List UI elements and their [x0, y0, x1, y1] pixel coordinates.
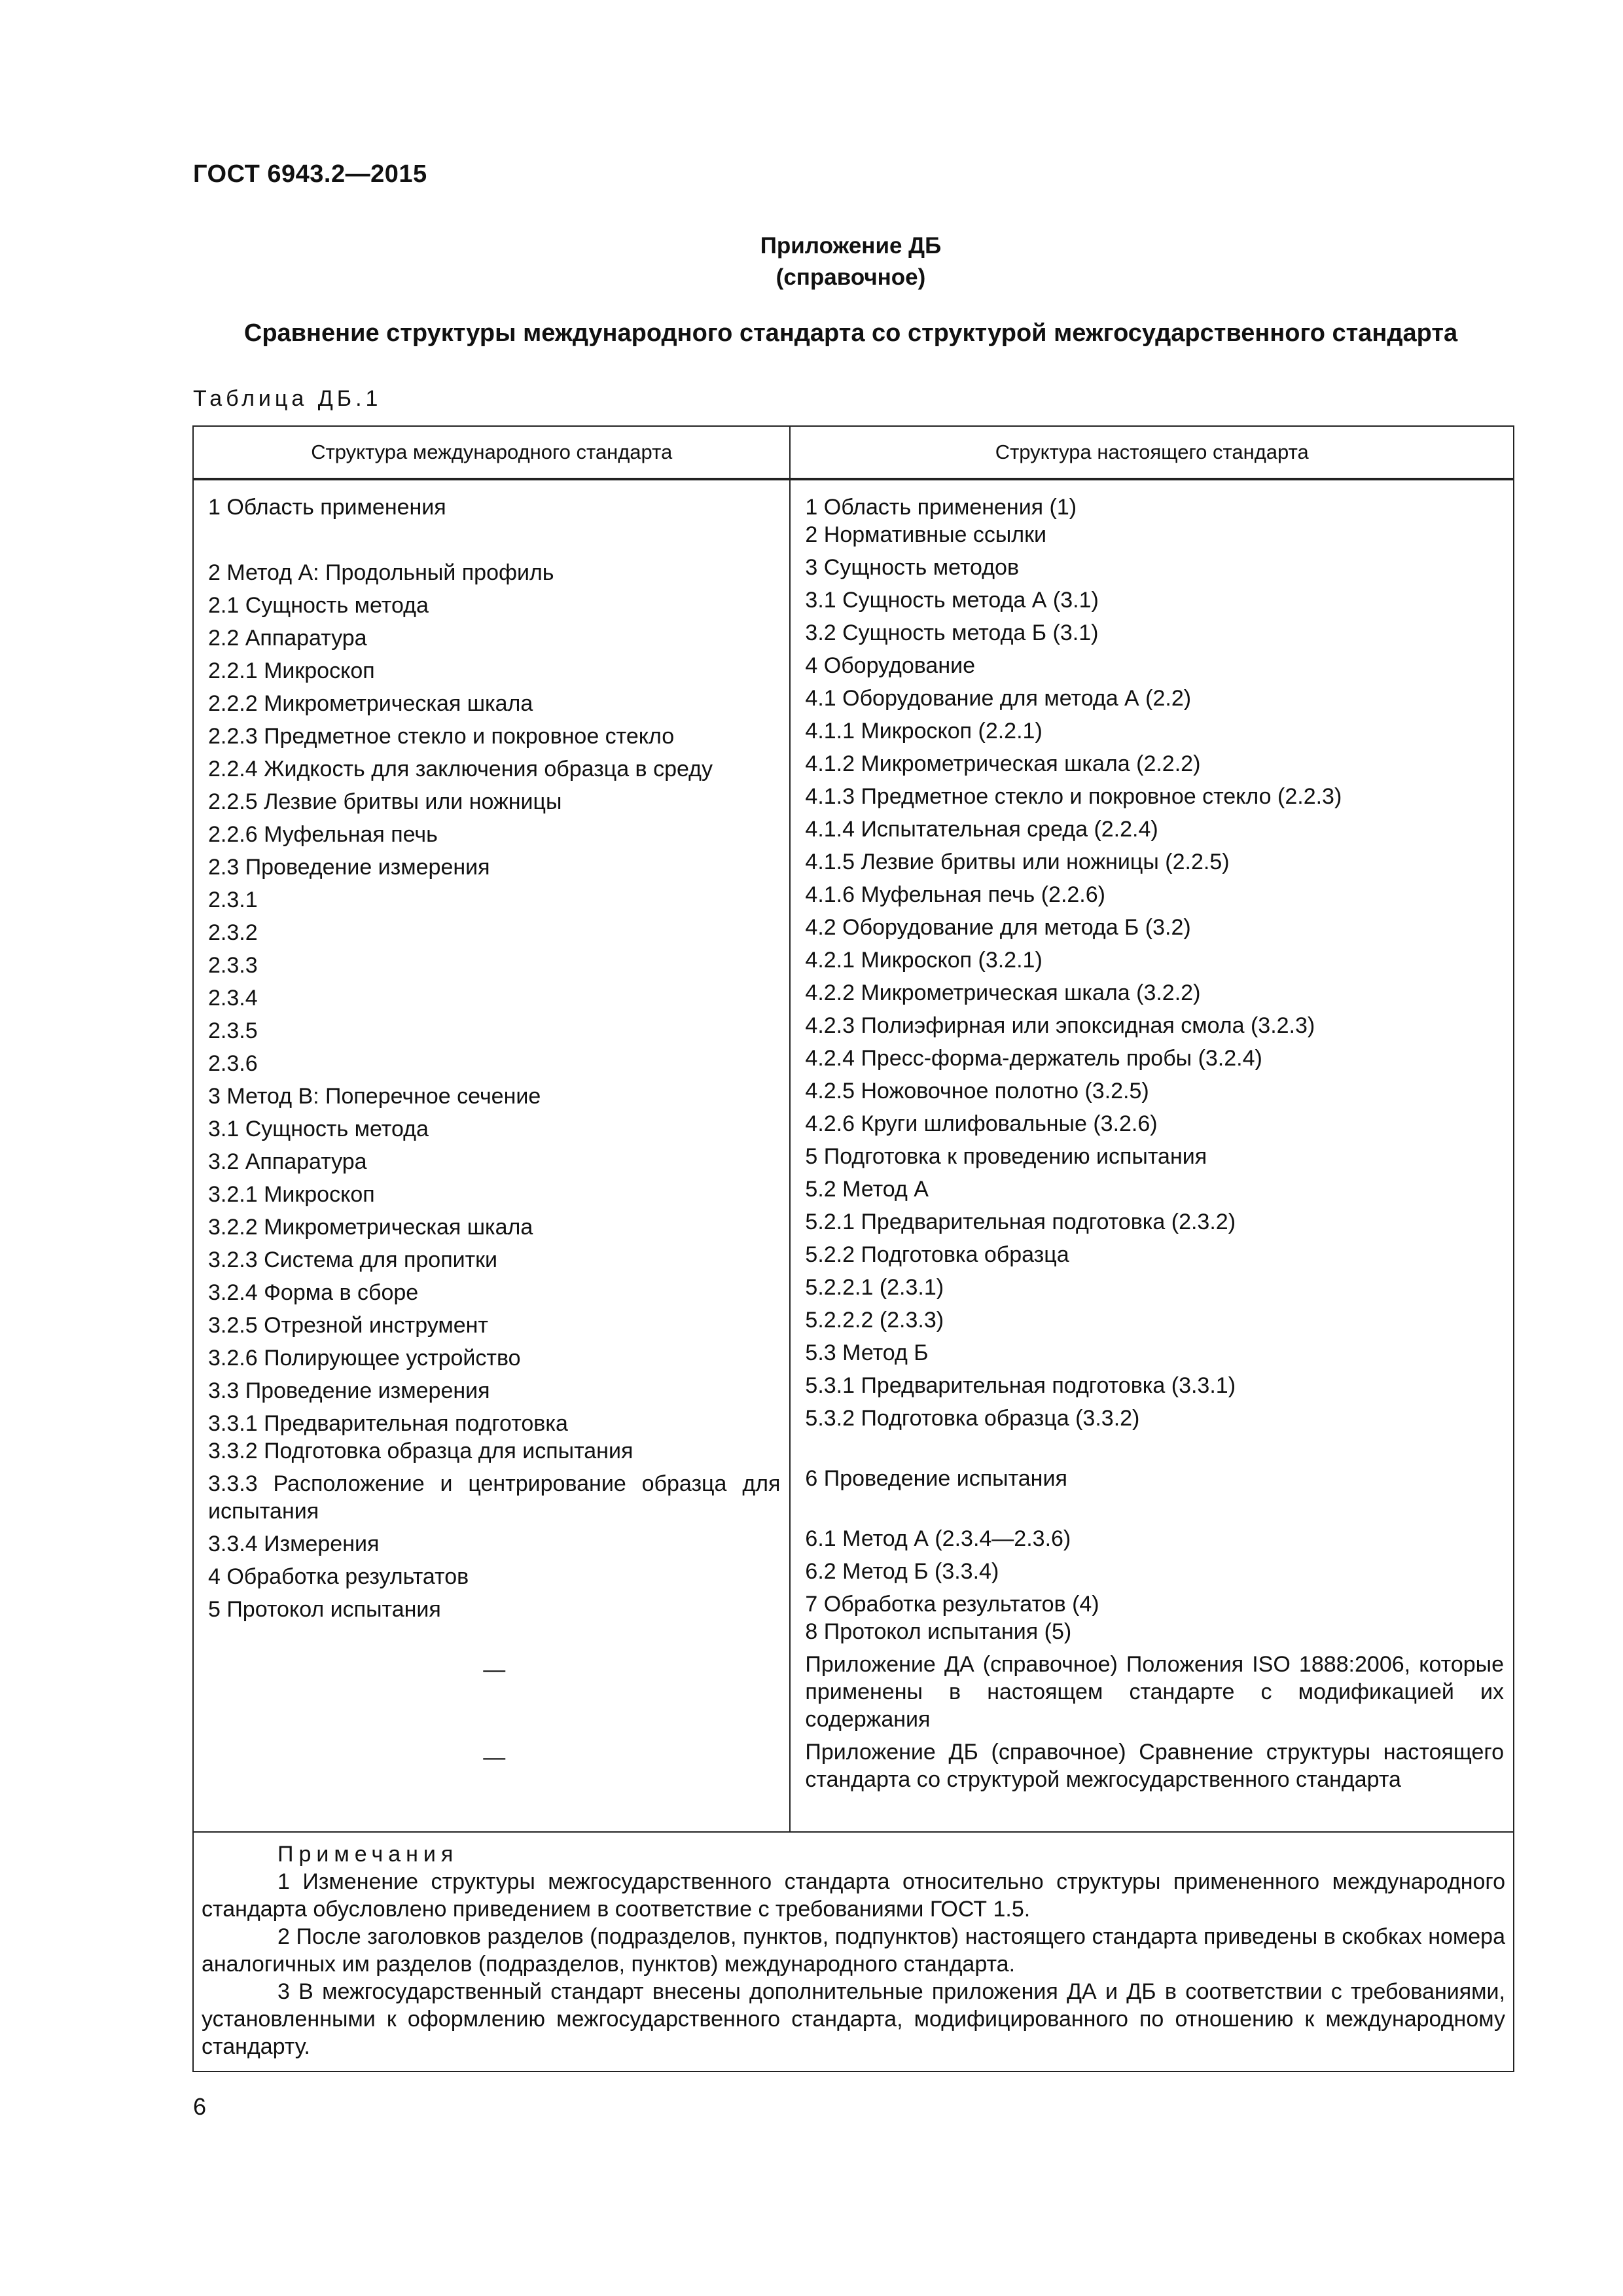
table-row: 4 Обработка результатов: [208, 1564, 469, 1589]
table-row: 3.3 Проведение измерения: [208, 1378, 490, 1403]
notes-title: Примечания: [277, 1842, 459, 1867]
table-row: Приложение ДА (справочное) Положения ISO 1888:2006, которые применены в настоящем стандарте с модификацией их содержания: [805, 1652, 1504, 1732]
table-row: 3.3.4 Измерения: [208, 1532, 380, 1556]
table-row: 5.3.2 Подготовка образца (3.3.2): [805, 1406, 1140, 1431]
annex-kind: (справочное): [776, 264, 926, 290]
table-row: 6 Проведение испытания: [805, 1466, 1067, 1491]
table-row: 3.3.3 Расположение и центрирование образца для испытания: [208, 1471, 781, 1524]
table-row: 3.3.2 Подготовка образца для испытания: [208, 1439, 633, 1463]
table-row: 6.2 Метод Б (3.3.4): [805, 1559, 999, 1584]
table-row: 3.2.2 Микрометрическая шкала: [208, 1215, 533, 1240]
table-row: 2.2.3 Предметное стекло и покровное стекло: [208, 724, 675, 749]
table-row: 5.2.2.2 (2.3.3): [805, 1308, 944, 1333]
table-row: 4.2.1 Микроскоп (3.2.1): [805, 948, 1043, 973]
current-column: [790, 479, 1514, 1832]
table-row: 3.2.1 Микроскоп: [208, 1182, 375, 1207]
table-row: 2.1 Сущность метода: [208, 593, 429, 618]
table-row: 8 Протокол испытания (5): [805, 1619, 1072, 1644]
international-column: [193, 479, 790, 1832]
table-row: 2.3 Проведение измерения: [208, 855, 490, 880]
table-row: 2.2.1 Микроскоп: [208, 658, 375, 683]
table-row: 2.2.4 Жидкость для заключения образца в среду: [208, 757, 713, 781]
table-row: 2 Нормативные ссылки: [805, 522, 1047, 547]
header-international: Структура международного стандарта: [193, 426, 790, 479]
table-row: 4.2 Оборудование для метода Б (3.2): [805, 915, 1191, 940]
table-row: 3.2.5 Отрезной инструмент: [208, 1313, 488, 1338]
table-row: 3.2 Сущность метода Б (3.1): [805, 620, 1099, 645]
table-row: 5.2.2 Подготовка образца: [805, 1242, 1069, 1267]
table-row: 2.2.2 Микрометрическая шкала: [208, 691, 533, 716]
table-row: 3 Сущность методов: [805, 555, 1020, 580]
note-item: 2 После заголовков разделов (подразделов, пунктов, подпунктов) настоящего стандарта приведены в скобках номера аналогичных им разделов (подразделов, пунктов) международного стандарта.: [202, 1924, 1505, 1977]
table-row: 3.1 Сущность метода: [208, 1117, 429, 1141]
table-row: 3.2.6 Полирующее устройство: [208, 1346, 521, 1371]
table-row: 4 Оборудование: [805, 653, 976, 678]
table-row: 1 Область применения: [208, 495, 446, 520]
table-row: 4.1.4 Испытательная среда (2.2.4): [805, 817, 1158, 842]
table-row: 5.2 Метод А: [805, 1177, 929, 1202]
document-code: ГОСТ 6943.2—2015: [193, 160, 427, 188]
table-row: 2.2.6 Муфельная печь: [208, 822, 438, 847]
table-row: 3.2.4 Форма в сборе: [208, 1280, 419, 1305]
table-row: 5.2.2.1 (2.3.1): [805, 1275, 944, 1300]
table-row: 3.2.3 Система для пропитки: [208, 1247, 498, 1272]
header-current: Структура настоящего стандарта: [790, 426, 1514, 479]
table-row: 4.1.5 Лезвие бритвы или ножницы (2.2.5): [805, 850, 1230, 874]
table-row: 4.2.3 Полиэфирная или эпоксидная смола (3.2.3): [805, 1013, 1315, 1038]
table-row: 4.2.2 Микрометрическая шкала (3.2.2): [805, 980, 1201, 1005]
table-row: 5.2.1 Предварительная подготовка (2.3.2): [805, 1210, 1236, 1234]
table-row: [208, 526, 780, 559]
table-row: 5.3 Метод Б: [805, 1340, 929, 1365]
table-row: 2 Метод А: Продольный профиль: [208, 560, 554, 585]
table-row: 4.1 Оборудование для метода А (2.2): [805, 686, 1192, 711]
table-row: 4.1.3 Предметное стекло и покровное стекло (2.2.3): [805, 784, 1342, 809]
table-row: 4.2.4 Пресс-форма-держатель пробы (3.2.4): [805, 1046, 1262, 1071]
table-row: 2.3.4: [208, 986, 258, 1011]
table-row: 3.2 Аппаратура: [208, 1149, 367, 1174]
main-title: Сравнение структуры международного стандарта со структурой межгосударственного стандарта: [243, 319, 1458, 347]
table-row: —: [483, 1745, 506, 1770]
structure-table: [192, 425, 1514, 2072]
table-row: 3 Метод В: Поперечное сечение: [208, 1084, 541, 1109]
annex-title: Приложение ДБ: [760, 233, 942, 259]
table-row: 7 Обработка результатов (4): [805, 1592, 1099, 1617]
table-row: 2.2.5 Лезвие бритвы или ножницы: [208, 789, 562, 814]
table-row: 5 Подготовка к проведению испытания: [805, 1144, 1207, 1169]
table-row: 6.1 Метод А (2.3.4—2.3.6): [805, 1526, 1071, 1551]
table-row: 5.3.1 Предварительная подготовка (3.3.1): [805, 1373, 1236, 1398]
table-row: 2.3.5: [208, 1018, 258, 1043]
table-row: 4.2.6 Круги шлифовальные (3.2.6): [805, 1111, 1158, 1136]
table-row: 2.2 Аппаратура: [208, 626, 367, 651]
table-row: 4.1.6 Муфельная печь (2.2.6): [805, 882, 1105, 907]
table-row: 1 Область применения (1): [805, 495, 1077, 520]
table-row: 3.1 Сущность метода А (3.1): [805, 588, 1099, 613]
page-number: 6: [193, 2093, 207, 2120]
table-row: 2.3.2: [208, 920, 258, 945]
table-row: 2.3.6: [208, 1051, 258, 1076]
note-item: 3 В межгосударственный стандарт внесены дополнительные приложения ДА и ДБ в соответствии с требованиями, установленными к оформлению межгосударственного стандарта, модифицированного по отношению к международному стандарту.: [202, 1979, 1505, 2059]
table-notes: [193, 1832, 1514, 2072]
table-row: 4.1.2 Микрометрическая шкала (2.2.2): [805, 751, 1201, 776]
note-item: 1 Изменение структуры межгосударственного стандарта относительно структуры примененного международного стандарта обусловлено приведением в соответствие с требованиями ГОСТ 1.5.: [202, 1869, 1505, 1922]
table-row: 5 Протокол испытания: [208, 1597, 441, 1622]
table-row: —: [483, 1657, 506, 1682]
table-row: Приложение ДБ (справочное) Сравнение структуры настоящего стандарта со структурой межгосударственного стандарта: [805, 1740, 1504, 1792]
table-row: 2.3.1: [208, 888, 258, 912]
table-row: 2.3.3: [208, 953, 258, 978]
table-row: 4.1.1 Микроскоп (2.2.1): [805, 719, 1043, 744]
table-label: Таблица ДБ.1: [193, 386, 382, 411]
table-row: 4.2.5 Ножовочное полотно (3.2.5): [805, 1079, 1149, 1103]
annex-heading: [39, 230, 1623, 293]
table-row: 3.3.1 Предварительная подготовка: [208, 1411, 568, 1436]
